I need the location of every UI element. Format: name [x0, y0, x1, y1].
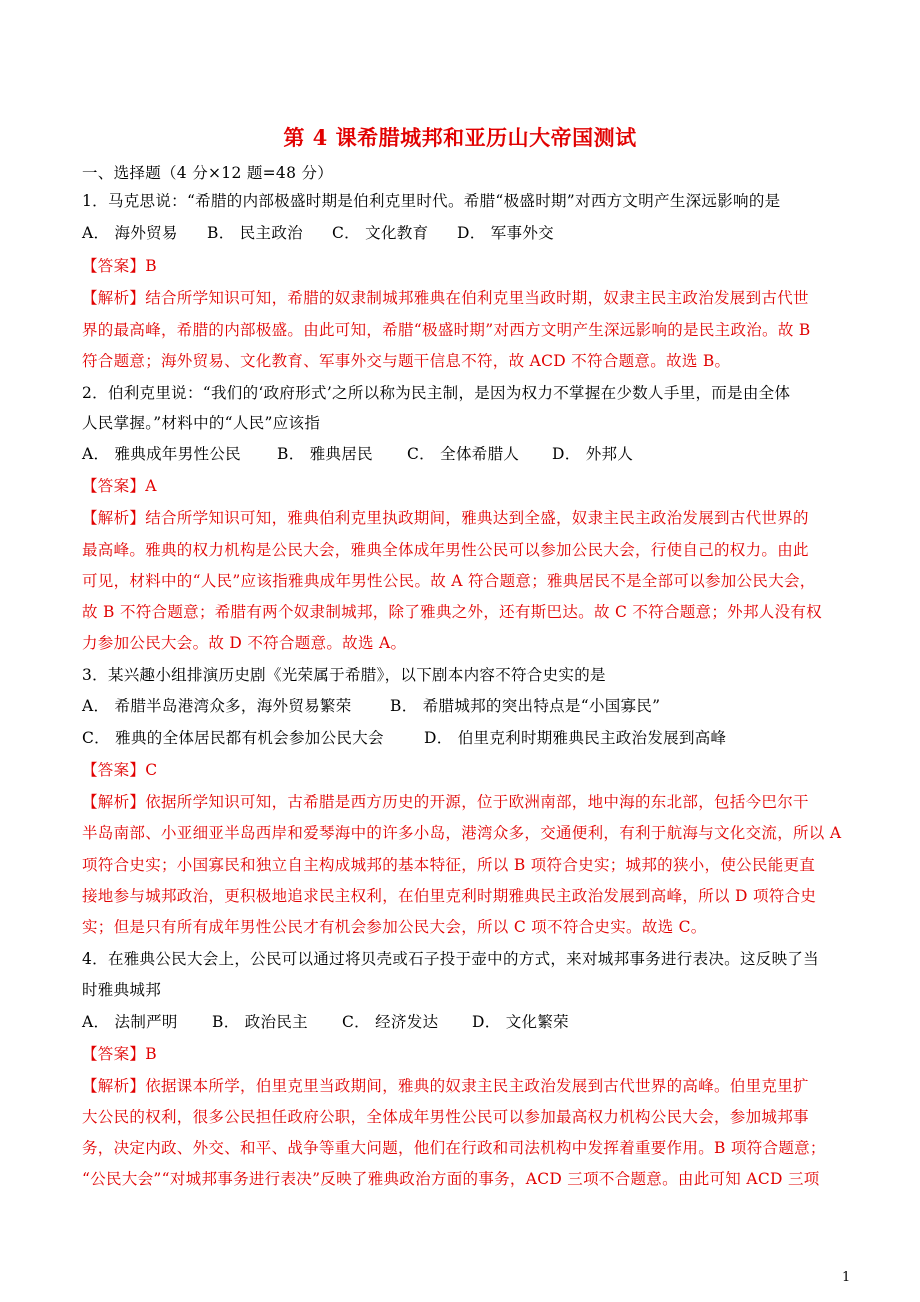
q3-option-b: B． 希腊城邦的突出特点是“小国寡民” — [390, 697, 661, 715]
q2-option-c: C． 全体希腊人 — [407, 445, 520, 463]
q2-answer: 【答案】A — [82, 477, 157, 495]
q3-stem: 3．某兴趣小组排演历史剧《光荣属于希腊》，以下剧本内容不符合史实的是 — [82, 666, 606, 684]
q2-option-b: B． 雅典居民 — [277, 445, 373, 463]
q1-analysis-line: 界的最高峰，希腊的内部极盛。由此可知，希腊“极盛时期”对西方文明产生深远影响的是民主政治。故 B — [82, 321, 811, 339]
q3-analysis-line: 项符合史实；小国寡民和独立自主构成城邦的基本特征，所以 B 项符合史实；城邦的狭小，使公民能更直 — [82, 856, 816, 874]
q4-analysis-line: 务，决定内政、外交、和平、战争等重大问题，他们在行政和司法机构中发挥着重要作用。B 项符合题意； — [82, 1139, 826, 1157]
q2-analysis-line: 故 B 不符合题意；希腊有两个奴隶制城邦，除了雅典之外，还有斯巴达。故 C 不符合题意；外邦人没有权 — [82, 603, 822, 621]
q2-options — [82, 445, 633, 463]
q1-analysis-line: 【解析】结合所学知识可知，希腊的奴隶制城邦雅典在伯利克里当政时期，奴隶主民主政治发展到古代世 — [82, 289, 809, 307]
q2-analysis-line: 【解析】结合所学知识可知，雅典伯利克里执政期间，雅典达到全盛，奴隶主民主政治发展到古代世界的 — [82, 509, 809, 527]
q4-analysis-line: 【解析】依据课本所学，伯里克里当政期间，雅典的奴隶主民主政治发展到古代世界的高峰。伯里克里扩 — [82, 1077, 809, 1095]
q4-stem-line: 时雅典城邦 — [82, 981, 162, 999]
q3-options-row1 — [82, 697, 660, 715]
q4-option-a: A． 法制严明 — [82, 1013, 178, 1031]
q4-analysis-line: 大公民的权利，很多公民担任政府公职，全体成年男性公民可以参加最高权力机构公民大会，参加城邦事 — [82, 1108, 809, 1126]
q3-option-c: C． 雅典的全体居民都有机会参加公民大会 — [82, 729, 384, 747]
q2-analysis-line: 最高峰。雅典的权力机构是公民大会，雅典全体成年男性公民可以参加公民大会，行使自己的权力。由此 — [82, 541, 809, 559]
q3-answer: 【答案】C — [82, 761, 158, 779]
q2-option-d: D． 外邦人 — [552, 445, 634, 463]
q3-option-d: D． 伯里克利时期雅典民主政治发展到高峰 — [424, 729, 727, 747]
q3-options-row2 — [82, 729, 726, 747]
q1-option-b: B． 民主政治 — [207, 224, 303, 242]
q3-analysis-line: 接地参与城邦政治，更积极地追求民主权利，在伯里克利时期雅典民主政治发展到高峰，所以 D 项符合史 — [82, 887, 817, 905]
q2-analysis-line: 力参加公民大会。故 D 不符合题意。故选 A。 — [82, 634, 407, 652]
q4-answer: 【答案】B — [82, 1045, 157, 1063]
q3-option-a: A． 希腊半岛港湾众多，海外贸易繁荣 — [82, 697, 352, 715]
section-heading: 一、选择题（4 分×12 题=48 分） — [82, 164, 334, 182]
q2-stem-line: 人民掌握。”材料中的“人民”应该指 — [82, 414, 321, 432]
q3-analysis-line: 【解析】依据所学知识可知，古希腊是西方历史的开源，位于欧洲南部，地中海的东北部，包括今巴尔干 — [82, 793, 809, 811]
q1-answer: 【答案】B — [82, 257, 157, 275]
q1-stem: 1．马克思说：“希腊的内部极盛时期是伯利克里时代。希腊“极盛时期”对西方文明产生深远影响的是 — [82, 192, 781, 210]
q2-option-a: A． 雅典成年男性公民 — [82, 445, 241, 463]
q4-analysis-line: “公民大会”“对城邦事务进行表决”反映了雅典政治方面的事务，ACD 三项不合题意。由此可知 ACD 三项 — [82, 1170, 820, 1188]
q4-option-c: C． 经济发达 — [342, 1013, 439, 1031]
q4-stem-line: 4．在雅典公民大会上，公民可以通过将贝壳或石子投于壶中的方式，来对城邦事务进行表决。这反映了当 — [82, 950, 819, 968]
q4-options — [82, 1013, 569, 1031]
doc-title: 第 4 课希腊城邦和亚历山大帝国测试 — [283, 125, 637, 150]
page-number: 1 — [842, 1270, 851, 1285]
q2-analysis-line: 可见，材料中的“人民”应该指雅典成年男性公民。故 A 符合题意；雅典居民不是全部可以参加公民大会， — [82, 572, 816, 590]
q3-analysis-line: 实；但是只有所有成年男性公民才有机会参加公民大会，所以 C 项不符合史实。故选 C。 — [82, 918, 707, 936]
q1-option-d: D． 军事外交 — [457, 224, 554, 242]
q1-option-a: A． 海外贸易 — [82, 224, 178, 242]
q3-analysis-line: 半岛南部、小亚细亚半岛西岸和爱琴海中的许多小岛，港湾众多，交通便利，有利于航海与文化交流，所以 A — [82, 824, 842, 842]
q4-option-b: B． 政治民主 — [212, 1013, 308, 1031]
q2-stem-line: 2．伯利克里说：“我们的‘政府形式’之所以称为民主制，是因为权力不掌握在少数人手里，而是由全体 — [82, 384, 791, 402]
q4-option-d: D． 文化繁荣 — [472, 1013, 569, 1031]
q1-analysis-line: 符合题意；海外贸易、文化教育、军事外交与题干信息不符，故 ACD 不符合题意。故选 B。 — [82, 352, 731, 370]
q1-option-c: C． 文化教育 — [332, 224, 429, 242]
q1-options — [82, 224, 554, 242]
